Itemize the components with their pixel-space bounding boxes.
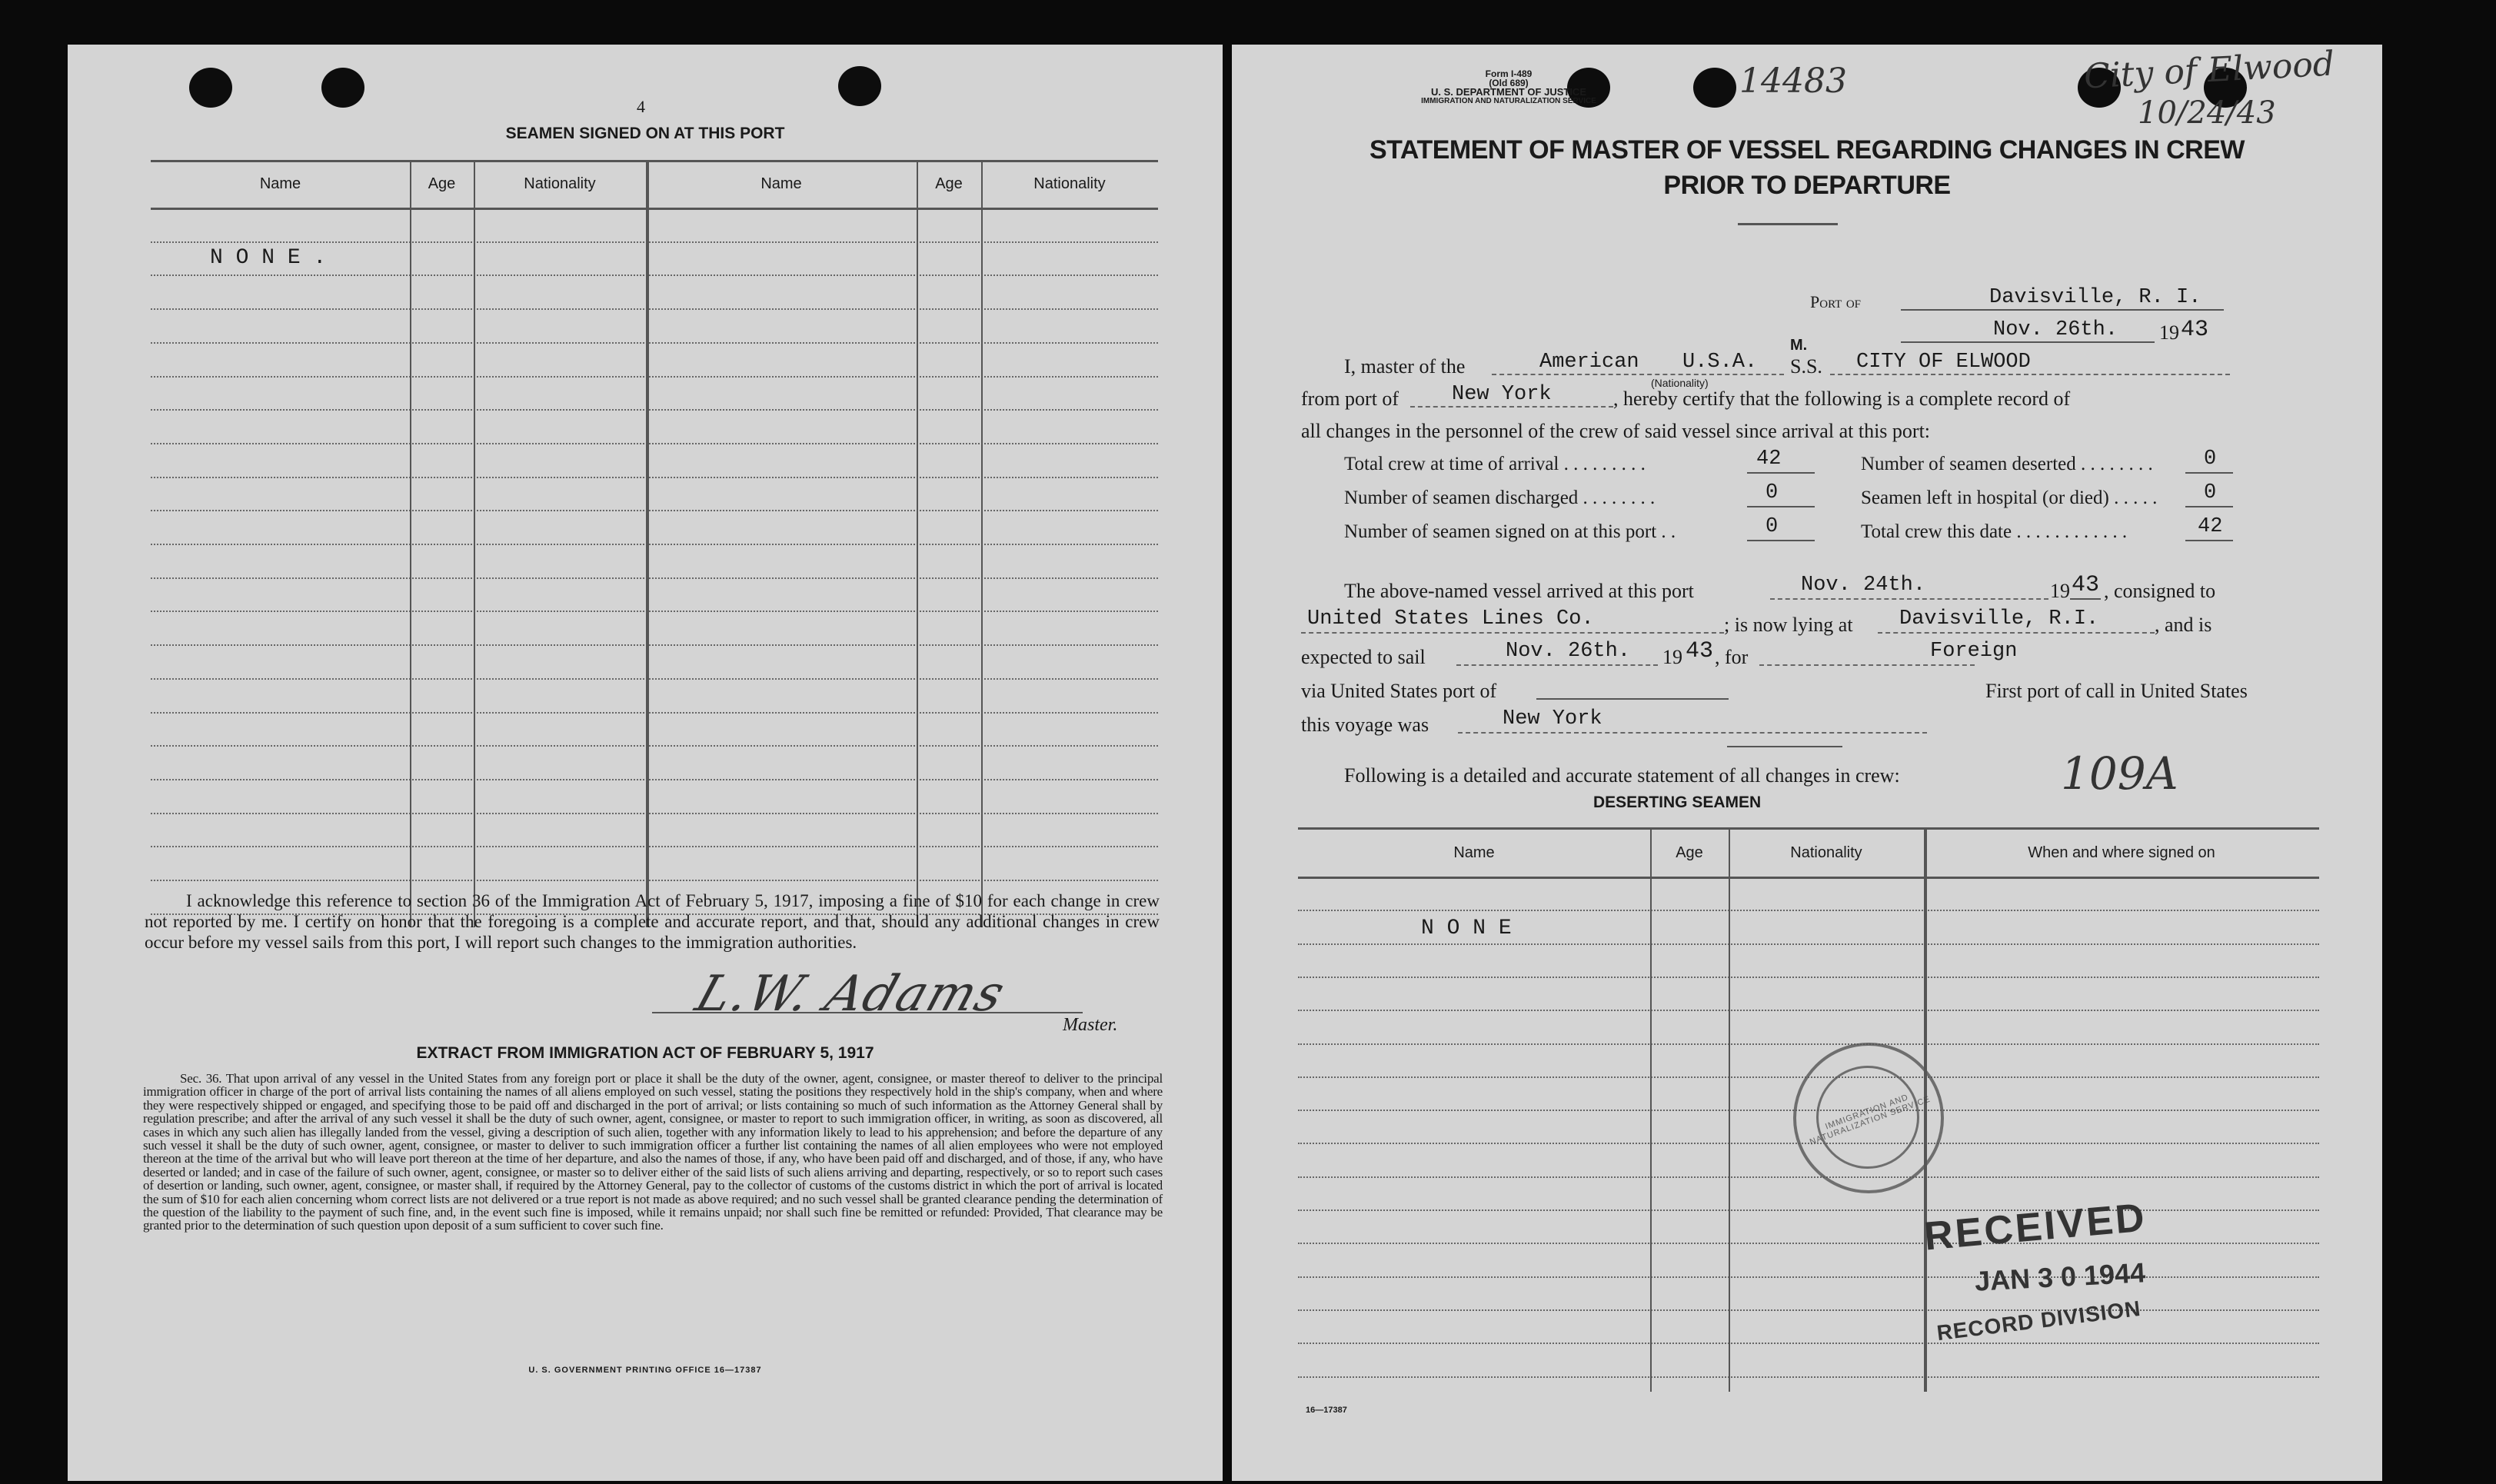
consigned-label: , consigned to — [2104, 580, 2216, 602]
column-divider — [917, 160, 918, 927]
table-row-rule — [1298, 943, 2319, 945]
table-row-rule — [151, 342, 1158, 344]
arrived-year: 43 — [2072, 572, 2100, 598]
punch-hole — [321, 68, 364, 108]
year-prefix: 19 — [2159, 321, 2179, 344]
for-label: , for — [1715, 646, 1749, 668]
sail-date: Nov. 26th. — [1506, 640, 1631, 663]
table-row-rule — [151, 644, 1158, 646]
discharged-label: Number of seamen discharged . . . . . . . . — [1344, 487, 1656, 508]
deserted-label: Number of seamen deserted . . . . . . . . — [1861, 454, 2153, 474]
table-row-rule — [151, 241, 1158, 243]
from-port-underline — [1410, 406, 1613, 408]
first-entry: N O N E — [1421, 917, 1512, 940]
master-of-label: I, master of the — [1344, 355, 1466, 378]
voyage-underline — [1458, 732, 1927, 734]
punch-hole — [189, 68, 232, 108]
department-name: U. S. DEPARTMENT OF JUSTICE — [1431, 86, 1586, 98]
form-title: STATEMENT OF MASTER OF VESSEL REGARDING CHANGES IN CREW — [1369, 135, 2245, 165]
stat-underline — [1747, 506, 1815, 507]
column-header-name: Name — [760, 175, 802, 192]
table-row-rule — [151, 443, 1158, 444]
form-subtitle: PRIOR TO DEPARTURE — [1663, 171, 1951, 200]
stat-underline — [2185, 472, 2233, 474]
record-division-stamp: RECORD DIVISION — [1935, 1296, 2142, 1346]
extract-text: Sec. 36. That upon arrival of any vessel in the United States from any foreign port or place it shall be the duty of the owner, agent, consignee, or master thereof to deliver to the principal immigration officer in charge of the port of arrival lists containing the names of all aliens employed on such vessel, stating the positions they respectively hold in the ship's company, when and where they were respectively shipped or engaged, and specifying those to be paid off and discharged in the port of arrival; or lists containing so much of such information as the Attorney General shall by regulation prescribe; and after the arrival of any such vessel it shall be the duty of such owner, agent, consignee, or master to report to such immigration officer, in writing, as soon as discovered, all cases in which any such alien has illegally landed from the vessel, giving a description of such alien, together with any information likely to lead to his apprehension; and before the departure of any such vessel it shall be the duty of such owner, agent, consignee, or master to deliver to such immigration officer a further list containing the names of all alien employees who were not employed thereon at the time of the arrival but who will leave port thereon at the time of her departure, and also the names of those, if any, who have been paid off and discharged, and of those, if any, who have deserted or landed; and in case of the failure of such owner, agent, consignee, or master so to deliver either of the said lists of such aliens arriving and departing, respectively, or so to report such cases of desertion or landing, such owner, agent, consignee, or master shall, if required by the Attorney General, pay to the collector of customs of the customs district in which the port of arrival is located the sum of $10 for each alien concerning whom correct lists are not delivered or a true report is not made as above required; and no such vessel shall be granted clearance pending the determination of the question of the liability to the payment of such fine, and, in the event such fine is imposed, while it remains unpaid; nor shall such fine be remitted or refunded: Provided, That clearance may be granted prior to the determination of such question upon deposit of a sum sufficient to cover such fine. — [143, 1071, 1163, 1233]
received-stamp: RECEIVED — [1922, 1195, 2148, 1259]
punch-hole — [838, 66, 881, 106]
handwritten-code: 109A — [2061, 747, 2178, 800]
column-header-age: Age — [428, 175, 456, 192]
and-is-label: , and is — [2155, 614, 2212, 636]
hospital-value: 0 — [2204, 481, 2217, 504]
left-page — [68, 45, 1223, 1481]
voyage-label: this voyage was — [1301, 714, 1429, 736]
stat-underline — [2185, 506, 2233, 507]
port-value: Davisville, R. I. — [1989, 286, 2201, 309]
table-row-rule — [1298, 1309, 2319, 1311]
first-entry: N O N E . — [210, 246, 327, 270]
signature-line — [652, 1012, 1083, 1013]
discharged-value: 0 — [1766, 481, 1779, 504]
column-divider — [1729, 827, 1730, 1392]
column-divider — [1650, 827, 1652, 1392]
signed-on-value: 0 — [1766, 515, 1779, 538]
title-underline — [1738, 223, 1838, 225]
printer-line: U. S. GOVERNMENT PRINTING OFFICE 16—17387 — [528, 1366, 762, 1375]
signed-on-label: Number of seamen signed on at this port . . — [1344, 521, 1676, 542]
hospital-label: Seamen left in hospital (or died) . . . . . — [1861, 487, 2158, 508]
column-divider — [981, 160, 983, 927]
table-row-rule — [151, 712, 1158, 714]
nationality-caption: (Nationality) — [1651, 377, 1709, 389]
form-header — [1340, 69, 1678, 106]
table-row-rule — [1298, 1276, 2319, 1278]
nationality-value-2: U.S.A. — [1682, 351, 1758, 374]
via-underline — [1536, 698, 1729, 700]
table-row-rule — [151, 409, 1158, 411]
nationality-value: American — [1539, 351, 1639, 374]
port-label: Port of — [1810, 292, 1862, 311]
table-row-rule — [151, 477, 1158, 478]
column-divider — [646, 160, 649, 927]
total-date-value: 42 — [2198, 515, 2223, 538]
form-old-number: (Old 689) — [1489, 78, 1529, 88]
table-top-rule — [151, 160, 1158, 162]
handwritten-date: 10/24/43 — [2138, 95, 2276, 131]
consignee: United States Lines Co. — [1307, 607, 1594, 631]
table-row-rule — [151, 813, 1158, 814]
form-number: Form I-489 — [1485, 68, 1533, 79]
table-row-rule — [1298, 977, 2319, 978]
table-row-rule — [151, 880, 1158, 881]
first-port-label: First port of call in United States — [1985, 680, 2248, 702]
column-header-signed-on: When and where signed on — [2028, 844, 2215, 861]
sail-year: 43 — [1686, 638, 1714, 664]
table-row-rule — [151, 544, 1158, 545]
signed-on-title: SEAMEN SIGNED ON AT THIS PORT — [505, 125, 785, 142]
stat-underline — [1747, 472, 1815, 474]
sail-date-underline — [1456, 664, 1658, 666]
column-divider — [410, 160, 411, 927]
table-row-rule — [1298, 910, 2319, 911]
from-port-label: from port of — [1301, 388, 1399, 410]
column-header-name: Name — [1453, 844, 1495, 861]
short-rule — [1727, 746, 1842, 747]
vessel-type-correction: M. — [1790, 337, 1808, 354]
total-arrival-label: Total crew at time of arrival . . . . . . . . . — [1344, 454, 1646, 474]
table-row-rule — [151, 510, 1158, 511]
from-port-value: New York — [1452, 383, 1552, 406]
extract-title: EXTRACT FROM IMMIGRATION ACT OF FEBRUARY 5, 1917 — [416, 1044, 874, 1062]
via-label: via United States port of — [1301, 680, 1497, 702]
table-row-rule — [1298, 1243, 2319, 1244]
deserted-value: 0 — [2204, 448, 2217, 471]
table-row-rule — [151, 308, 1158, 310]
table-row-rule — [151, 376, 1158, 378]
table-row-rule — [1298, 1343, 2319, 1344]
stat-underline — [1747, 540, 1815, 541]
certify-text: , hereby certify that the following is a complete record of — [1613, 388, 2071, 410]
column-header-name: Name — [259, 175, 301, 192]
arrived-underline — [1770, 598, 2048, 600]
service-name: IMMIGRATION AND NATURALIZATION SERVICE — [1421, 97, 1596, 105]
expected-label: expected to sail — [1301, 646, 1426, 668]
punch-hole — [1693, 68, 1736, 108]
table-row-rule — [151, 577, 1158, 579]
column-header-age: Age — [935, 175, 963, 192]
year-value: 43 — [2181, 317, 2209, 343]
master-signature: L.W. Adams — [688, 966, 1013, 1023]
table-row-rule — [151, 745, 1158, 747]
voyage-value: New York — [1503, 707, 1602, 730]
signature-role: Master. — [1063, 1015, 1118, 1035]
handwritten-ship-name: City of Elwood — [2082, 44, 2336, 97]
table-row-rule — [1298, 1376, 2319, 1378]
printer-line: 16—17387 — [1306, 1406, 1347, 1415]
right-page — [1232, 45, 2382, 1481]
desert-table-header-rule — [1298, 877, 2319, 879]
port-underline — [1901, 309, 2224, 311]
lying-label: ; is now lying at — [1724, 614, 1853, 636]
table-row-rule — [151, 846, 1158, 847]
acknowledgement-text: I acknowledge this reference to section 36 of the Immigration Act of February 5, 1917, imposing a fine of $10 for each change in crew not reported by me. I certify on honor that the foregoing is a complete and accurate report, and that, should any additional changes in crew occur before my vessel sails from this port, I will report such changes to the immigration authorities. — [145, 891, 1160, 952]
consignee-underline — [1301, 632, 1724, 634]
lying-underline — [1878, 632, 2155, 634]
table-row-rule — [1298, 1176, 2319, 1178]
table-row-rule — [151, 275, 1158, 276]
arrived-label: The above-named vessel arrived at this port — [1344, 580, 1694, 602]
vessel-name: CITY OF ELWOOD — [1856, 351, 2031, 374]
sail-year-prefix: 19 — [1662, 646, 1682, 668]
column-divider — [474, 160, 475, 927]
following-label: Following is a detailed and accurate statement of all changes in crew: — [1344, 764, 1900, 787]
arrived-year-prefix: 19 — [2050, 580, 2070, 602]
column-header-nationality: Nationality — [1790, 844, 1862, 861]
table-row-rule — [151, 678, 1158, 680]
table-row-rule — [1298, 1043, 2319, 1045]
received-date-stamp: JAN 3 0 1944 — [1974, 1256, 2147, 1297]
date-value: Nov. 26th. — [1993, 318, 2118, 341]
desert-table-top-rule — [1298, 827, 2319, 830]
column-header-age: Age — [1676, 844, 1703, 861]
table-header-rule — [151, 208, 1158, 210]
table-row-rule — [151, 611, 1158, 612]
arrived-value: Nov. 24th. — [1801, 574, 1926, 597]
destination-underline — [1759, 664, 1975, 666]
page-number: 4 — [637, 97, 645, 116]
circular-seal-stamp — [1793, 1043, 1944, 1193]
vessel-name-underline — [1830, 374, 2230, 375]
nationality-underline — [1492, 374, 1784, 375]
column-header-nationality: Nationality — [1033, 175, 1106, 192]
table-row-rule — [1298, 1209, 2319, 1211]
certify-text-2: all changes in the personnel of the crew of said vessel since arrival at this port: — [1301, 420, 1931, 442]
deserting-title: DESERTING SEAMEN — [1593, 794, 1762, 811]
vessel-type-label: S.S. — [1790, 355, 1822, 378]
total-date-label: Total crew this date . . . . . . . . . . . . — [1861, 521, 2128, 542]
stat-underline — [2185, 540, 2233, 541]
date-underline — [1901, 341, 2155, 343]
handwritten-file-number: 14483 — [1739, 62, 1847, 101]
destination: Foreign — [1930, 640, 2018, 663]
total-arrival-value: 42 — [1756, 448, 1782, 471]
table-row-rule — [1298, 1010, 2319, 1011]
lying-value: Davisville, R.I. — [1899, 607, 2099, 631]
table-row-rule — [151, 779, 1158, 780]
arrived-year-underline — [2070, 598, 2101, 600]
seal-text: IMMIGRATION AND NATURALIZATION SERVICE — [1808, 1093, 1932, 1147]
column-header-nationality: Nationality — [524, 175, 596, 192]
